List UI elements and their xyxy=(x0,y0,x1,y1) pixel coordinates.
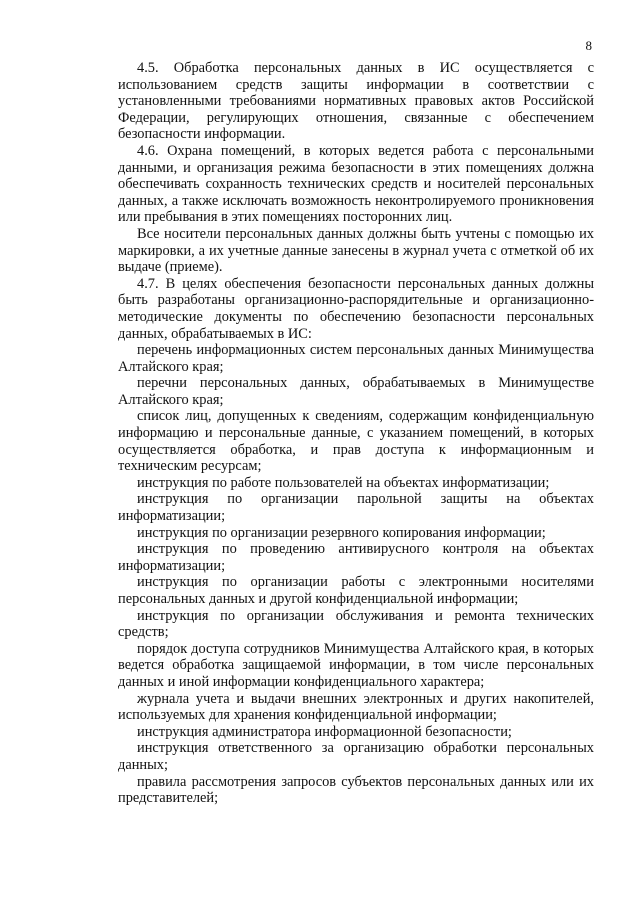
list-item-antivirus-instruction: инструкция по проведению антивирусного контроля на объектах информатизации; xyxy=(118,541,594,574)
list-item-requests-rules: правила рассмотрения запросов субъектов персональных данных или их представителей; xyxy=(118,773,594,807)
list-item-is-list: перечень информационных систем персональных данных Минимущества Алтайского края; xyxy=(118,342,594,375)
paragraph-4-7: 4.7. В целях обеспечения безопасности персональных данных должны быть разработаны организационно-распорядительные и организационно-методические документы по обеспечению безопасности персональных данных, обрабатываемых в ИС: xyxy=(118,275,594,342)
list-item-pd-lists: перечни персональных данных, обрабатываемых в Минимуществе Алтайского края; xyxy=(118,375,594,408)
list-item-user-instruction: инструкция по работе пользователей на объектах информатизации; xyxy=(137,474,550,491)
list-item-responsible-instruction: инструкция ответственного за организацию обработки персональных данных; xyxy=(118,740,594,773)
list-item-maintenance-instruction: инструкция по организации обслуживания и ремонта технических средств; xyxy=(118,607,594,641)
list-item-admin-instruction: инструкция администратора информационной безопасности; xyxy=(137,723,512,740)
list-item-media-instruction: инструкция по организации работы с электронными носителями персональных данных и другой конфиденциальной информации; xyxy=(118,574,594,607)
paragraph-media-accounting: Все носители персональных данных должны быть учтены с помощью их маркировки, а их учетные данные занесены в журнал учета с отметкой об их выдаче (приеме). xyxy=(118,225,594,276)
list-item-password-instruction: инструкция по организации парольной защиты на объектах информатизации; xyxy=(118,491,594,525)
list-item-backup-instruction: инструкция по организации резервного копирования информации; xyxy=(137,524,546,541)
list-item-storage-journal: журнала учета и выдачи внешних электронных и других накопителей, используемых для хранения конфиденциальной информации; xyxy=(118,690,594,724)
page-number: 8 xyxy=(585,38,592,53)
list-item-access-procedure: порядок доступа сотрудников Минимущества Алтайского края, в которых ведется обработка защищаемой информации, в том числе персональных данных и иной информации конфиденциального характера; xyxy=(118,640,594,690)
paragraph-4-5: 4.5. Обработка персональных данных в ИС осуществляется с использованием средств защиты информации в соответствии с установленными требованиями нормативных правовых актов Российской Федерации, регулирующих отношения, связанные с обеспечением безопасности информации. xyxy=(118,60,594,143)
list-item-admitted-persons: список лиц, допущенных к сведениям, содержащим конфиденциальную информацию и персональные данные, с указанием помещений, в которых осуществляется обработка, и прав доступа к информационным и техническим ресурсам; xyxy=(118,408,594,475)
paragraph-4-6: 4.6. Охрана помещений, в которых ведется работа с персональными данными, и организация режима безопасности в этих помещениях должна обеспечивать сохранность технических средств и носителей персональных данных, а также исключать возможность неконтролируемого проникновения или пребывания в этих помещениях посторонних лиц. xyxy=(118,142,594,226)
document-body xyxy=(118,60,594,807)
